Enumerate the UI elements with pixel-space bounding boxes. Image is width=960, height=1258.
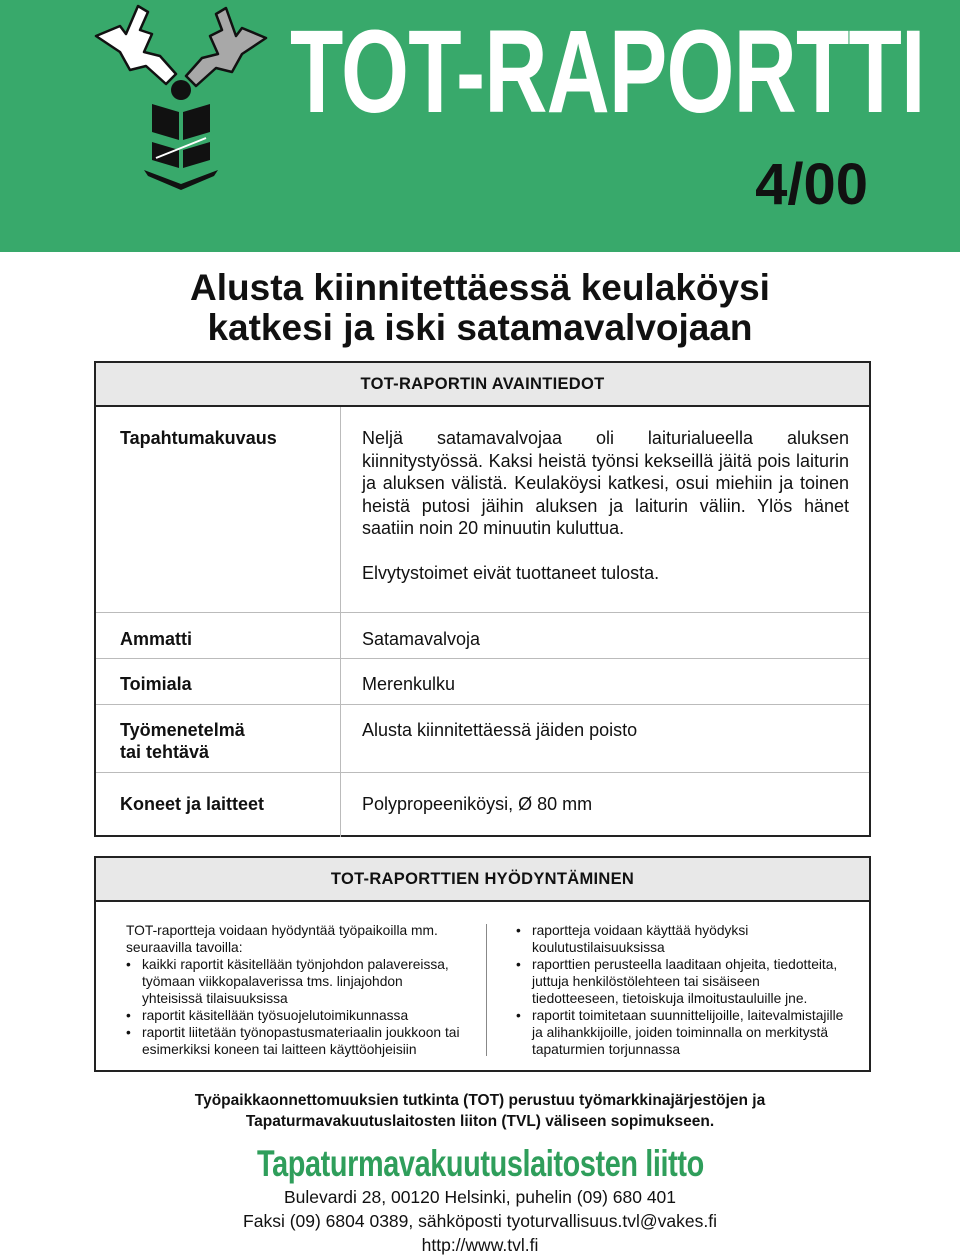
method-label-line-1: Työmenetelmä bbox=[120, 720, 245, 740]
bullet: • bbox=[126, 1025, 131, 1040]
usage-column-divider bbox=[486, 924, 487, 1056]
usage-body bbox=[96, 902, 869, 1072]
report-title-line-1: Alusta kiinnitettäessä keulaköysi bbox=[190, 267, 770, 308]
organization-name-text: Tapaturmavakuutuslaitosten liitto bbox=[256, 1143, 704, 1184]
occupation-label: Ammatti bbox=[120, 629, 193, 649]
list-item: • raportit käsitellään työsuojelutoimikunnassa bbox=[126, 1008, 409, 1023]
list-item: • raportit liitetään työnopastusmateriaalin joukkoon tai esimerkiksi koneen tai laitteen käyttöohjeisiin bbox=[126, 1025, 460, 1057]
bullet: • bbox=[516, 923, 521, 938]
key-facts-header: TOT-RAPORTIN AVAINTIEDOT bbox=[96, 363, 869, 407]
contact-fax-email: Faksi (09) 6804 0389, sähköposti tyoturvallisuus.tvl@vakes.fi bbox=[243, 1211, 717, 1231]
footer-note bbox=[0, 1090, 960, 1132]
key-facts-grid bbox=[96, 407, 869, 837]
usage-left-column bbox=[126, 922, 466, 1058]
method-row bbox=[96, 705, 869, 773]
list-item: • kaikki raportit käsitellään työnjohdon palavereissa, työmaan viikkopalaverissa tms. linjajohdon yhteisissä tilaisuuksissa bbox=[126, 957, 449, 1006]
equipment-row bbox=[96, 773, 869, 837]
industry-value: Merenkulku bbox=[362, 674, 456, 694]
equipment-value: Polypropeeniköysi, Ø 80 mm bbox=[362, 794, 593, 814]
description-outcome: Elvytystoimet eivät tuottaneet tulosta. bbox=[362, 563, 660, 583]
website-link[interactable]: http://www.tvl.fi bbox=[421, 1235, 539, 1255]
usage-left-list bbox=[126, 956, 466, 1058]
tot-logo-icon bbox=[86, 0, 276, 190]
industry-row bbox=[96, 659, 869, 705]
usage-intro: TOT-raportteja voidaan hyödyntää työpaikoilla mm. seuraavilla tavoilla: bbox=[126, 923, 438, 955]
occupation-value: Satamavalvoja bbox=[362, 629, 481, 649]
bullet: • bbox=[126, 957, 131, 972]
method-label bbox=[120, 719, 245, 763]
method-value: Alusta kiinnitettäessä jäiden poisto bbox=[362, 720, 638, 740]
key-facts-box bbox=[94, 361, 871, 837]
industry-label: Toimiala bbox=[120, 674, 192, 694]
usage-right-list bbox=[516, 922, 846, 1058]
description-label: Tapahtumakuvaus bbox=[120, 428, 277, 448]
usage-header: TOT-RAPORTTIEN HYÖDYNTÄMINEN bbox=[96, 858, 869, 902]
usage-right-column bbox=[516, 922, 846, 1058]
list-item: • raportteja voidaan käyttää hyödyksi koulutustilaisuuksissa bbox=[516, 923, 749, 955]
issue-number: 4/00 bbox=[755, 152, 868, 217]
report-title bbox=[0, 268, 960, 348]
footer-note-line-2: Tapaturmavakuutuslaitosten liiton (TVL) väliseen sopimukseen. bbox=[245, 1113, 715, 1130]
list-item: • raportit toimitetaan suunnittelijoille, laitevalmistajille ja alihankkijoille, joiden toiminnalla on merkitystä tapaturmien torjunnassa bbox=[516, 1008, 844, 1057]
equipment-label: Koneet ja laitteet bbox=[120, 794, 265, 814]
header-banner bbox=[0, 0, 960, 252]
method-label-line-2: tai tehtävä bbox=[120, 742, 210, 762]
description-row bbox=[96, 407, 869, 613]
bullet: • bbox=[516, 957, 521, 972]
bullet: • bbox=[516, 1008, 521, 1023]
brand-title: TOT-RAPORTTI bbox=[290, 6, 925, 138]
bullet: • bbox=[126, 1008, 131, 1023]
list-item: • raporttien perusteella laaditaan ohjeita, tiedotteita, juttuja henkilöstölehteen tai sisäiseen tiedotteeseen, tietoiskuja ilmoitustauluille jne. bbox=[516, 957, 838, 1006]
contact-address: Bulevardi 28, 00120 Helsinki, puhelin (09) 680 401 bbox=[283, 1187, 677, 1207]
description-text: Neljä satamavalvojaa oli laiturialueella aluksen kiinnitystyössä. Kaksi heistä työnsi kekseillä jäitä pois laiturin ja aluksen välistä. Keulaköysi katkesi, osui miehiin ja toinen heistä putosi jäihin aluksen ja laiturin väliin. Ylös hänet saatiin noin 20 minuutin kuluttua. bbox=[362, 428, 849, 538]
organization-name bbox=[0, 1142, 960, 1186]
usage-box bbox=[94, 856, 871, 1072]
occupation-row bbox=[96, 613, 869, 659]
report-title-line-2: katkesi ja iski satamavalvojaan bbox=[207, 307, 753, 348]
footer-note-line-1: Työpaikkaonnettomuuksien tutkinta (TOT) perustuu työmarkkinajärjestöjen ja bbox=[194, 1092, 766, 1109]
